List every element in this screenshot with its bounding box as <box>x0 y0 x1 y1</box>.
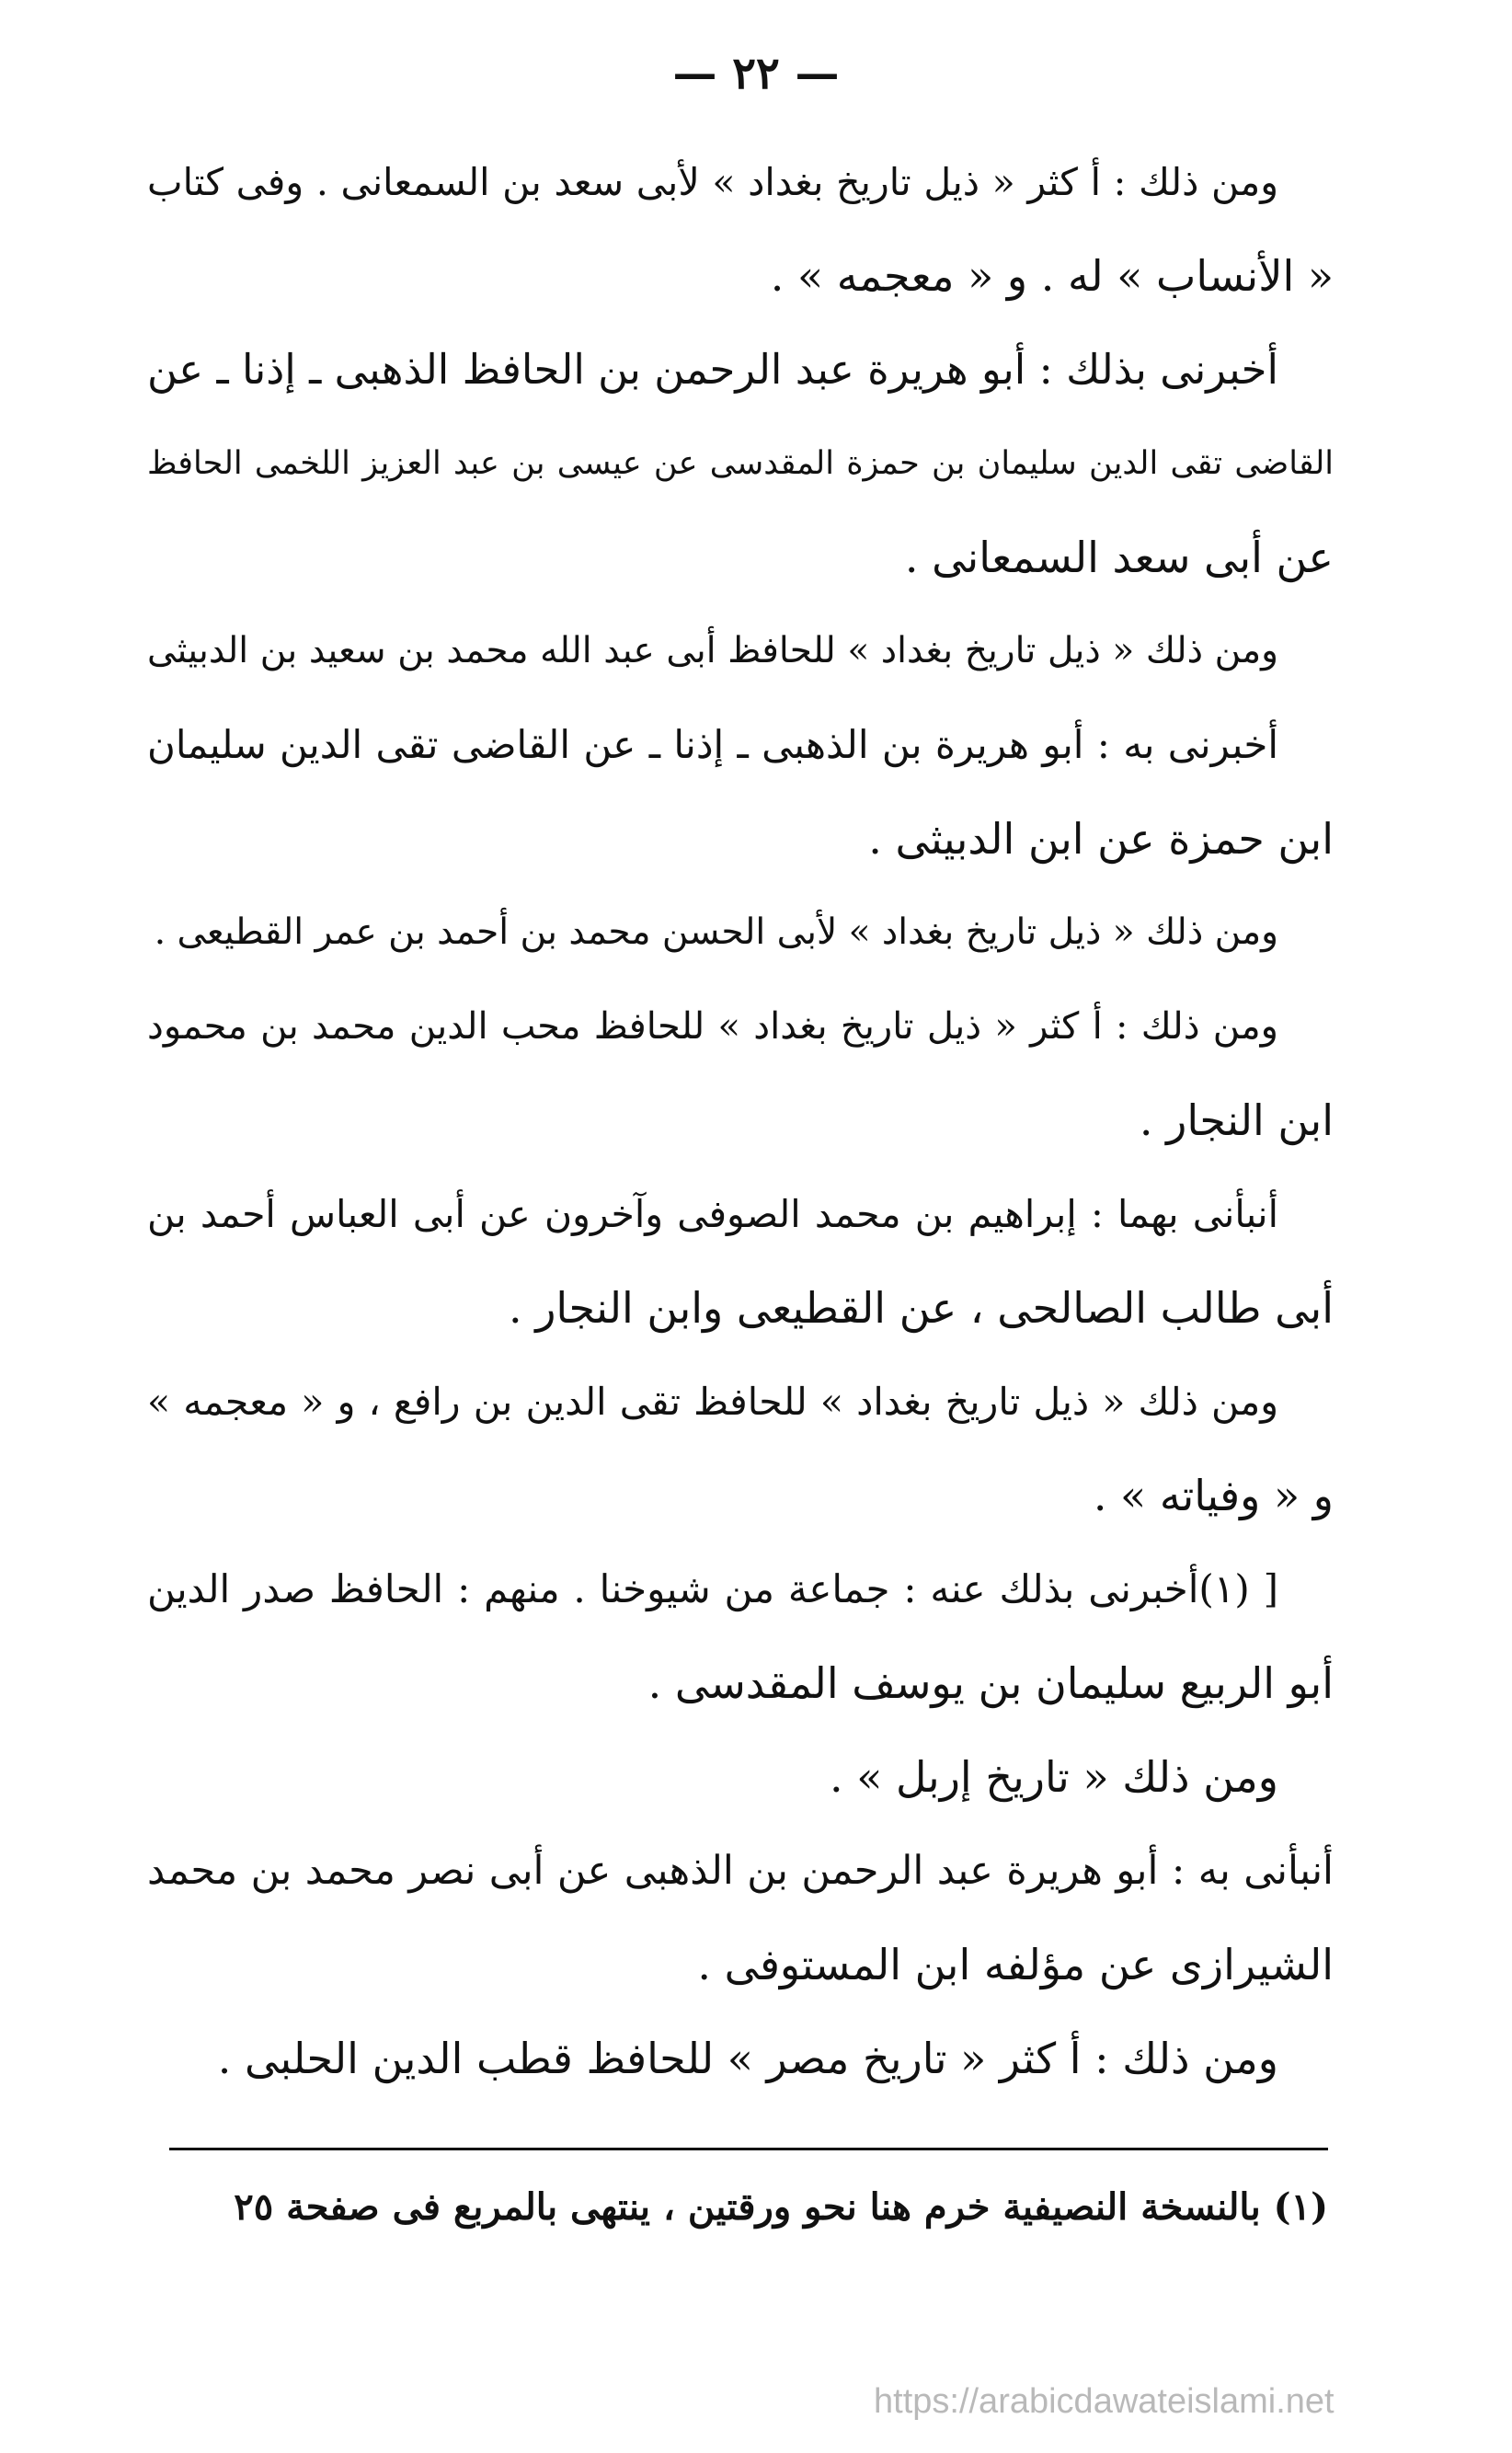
body-text <box>147 156 1334 2126</box>
text-line: ومن ذلك « ذيل تاريخ بغداد » للحافظ تقى الدين بن رافع ، و « معجمه » <box>147 1380 1278 1424</box>
text-line: أخبرنى به : أبو هريرة بن الذهبى ـ إذنا ـ عن القاضى تقى الدين سليمان <box>147 722 1278 767</box>
text-line: أبو الربيع سليمان بن يوسف المقدسى . <box>647 1658 1334 1708</box>
text-line: و « وفياته » . <box>1093 1471 1334 1520</box>
watermark-url: https://arabicdawateislami.net <box>874 2382 1334 2421</box>
text-line: الشيرازى عن مؤلفه ابن المستوفى . <box>697 1940 1334 1989</box>
text-line: أنبأنى به : أبو هريرة عبد الرحمن بن الذهبى عن أبى نصر محمد بن محمد <box>147 1848 1334 1894</box>
text-line: أخبرنى بذلك : أبو هريرة عبد الرحمن بن الحافظ الذهبى ـ إذنا ـ عن <box>147 345 1278 394</box>
text-line: « الأنساب » له . و « معجمه » . <box>770 251 1334 301</box>
text-line: [ (١)أخبرنى بذلك عنه : جماعة من شيوخنا . منهم : الحافظ صدر الدين <box>147 1566 1278 1611</box>
text-line: أنبأنى بهما : إبراهيم بن محمد الصوفى وآخرون عن أبى العباس أحمد بن <box>147 1192 1278 1236</box>
text-line: ومن ذلك : أ كثر « ذيل تاريخ بغداد » للحافظ محب الدين محمد بن محمود <box>147 1005 1278 1048</box>
text-line: ومن ذلك « تاريخ إربل » . <box>830 1752 1278 1802</box>
text-line: ومن ذلك : أ كثر « تاريخ مصر » للحافظ قطب الدين الحلبى . <box>217 2034 1278 2083</box>
page-number: — ٢٢ — <box>672 48 840 99</box>
footnote-divider <box>169 2148 1328 2150</box>
text-line: ابن النجار . <box>1139 1095 1334 1145</box>
text-line: ومن ذلك « ذيل تاريخ بغداد » لأبى الحسن محمد بن أحمد بن عمر القطيعى . <box>154 911 1278 953</box>
text-line: ومن ذلك : أ كثر « ذيل تاريخ بغداد » لأبى سعد بن السمعانى . وفى كتاب <box>147 160 1278 204</box>
text-line: ابن حمزة عن ابن الدبيثى . <box>868 814 1334 864</box>
text-line: ومن ذلك « ذيل تاريخ بغداد » للحافظ أبى عبد الله محمد بن سعيد بن الدبيثى <box>147 630 1278 671</box>
text-line: أبى طالب الصالحى ، عن القطيعى وابن النجار . <box>508 1283 1334 1333</box>
footnote: (١) بالنسخة النصيفية خرم هنا نحو ورقتين ، ينتهى بالمربع فى صفحة ٢٥ <box>234 2185 1328 2229</box>
text-line: عن أبى سعد السمعانى . <box>904 533 1334 582</box>
text-line: القاضى تقى الدين سليمان بن حمزة المقدسى عن عيسى بن عبد العزيز اللخمى الحافظ <box>147 445 1334 482</box>
